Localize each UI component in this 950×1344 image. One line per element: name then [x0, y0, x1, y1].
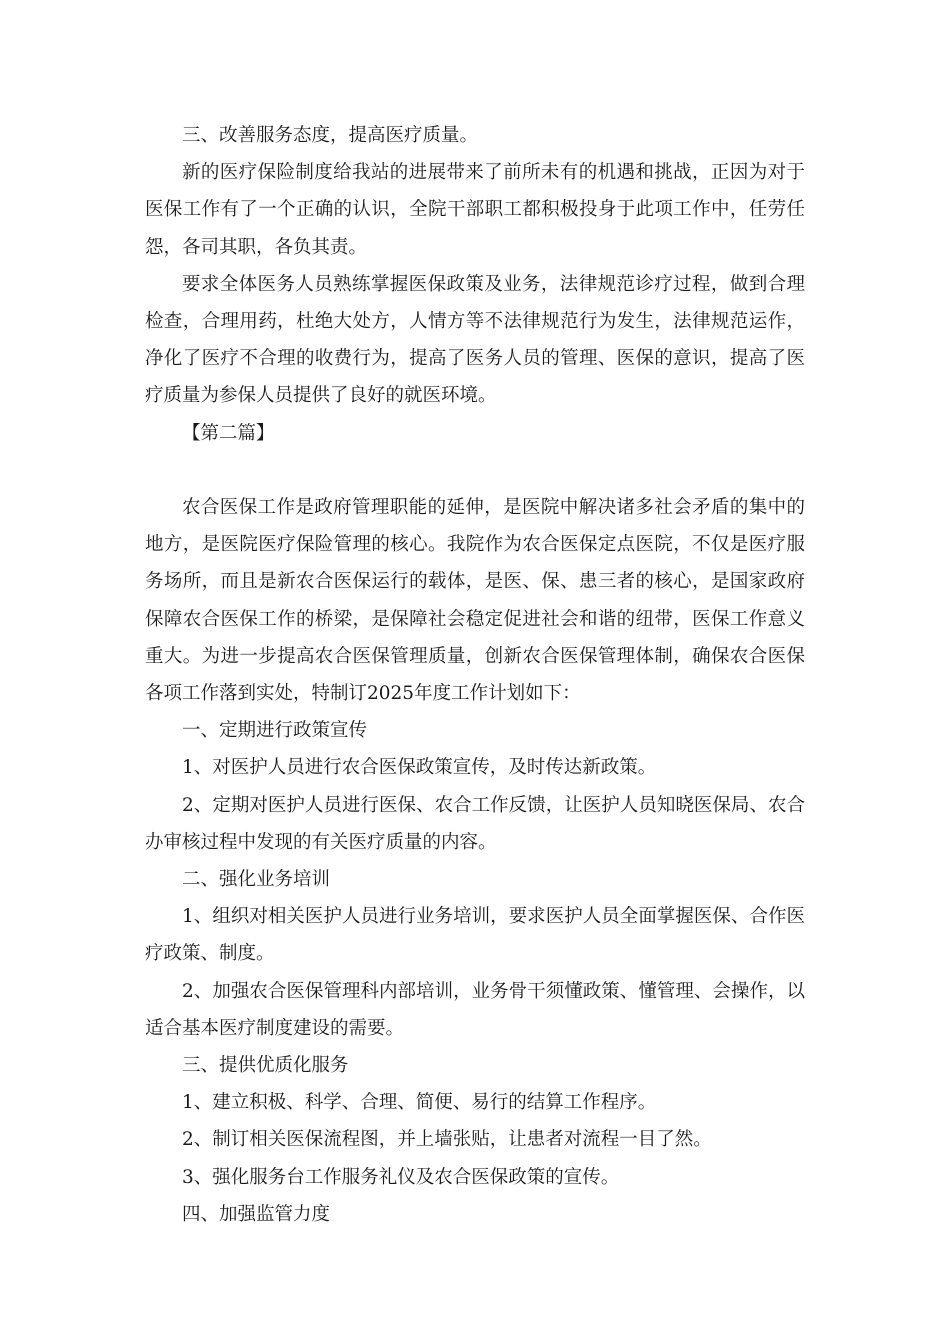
paragraph-section-3-heading: 三、改善服务态度，提高医疗质量。: [182, 125, 479, 146]
paragraph-training-item-1: 1、组织对相关医护人员进行业务培训，要求医护人员全面掌握医保、合作医疗政策、制度。: [145, 906, 805, 965]
paragraph-service-item-1: 1、建立积极、科学、合理、简便、易行的结算工作程序。: [182, 1092, 657, 1114]
paragraph-heading-training: 二、强化业务培训: [182, 869, 331, 891]
paragraph-policy-item-1: 1、对医护人员进行农合医保政策宣传，及时传达新政策。: [182, 757, 657, 779]
paragraph-training-item-2: 2、加强农合医保管理科内部培训，业务骨干须懂政策、懂管理、会操作，以适合基本医疗制度建设的需要。: [145, 980, 805, 1039]
paragraph-heading-service: 三、提供优质化服务: [182, 1055, 349, 1077]
paragraph-intro-plan: 农合医保工作是政府管理职能的延伸，是医院中解决诸多社会矛盾的集中的地方，是医院医疗保险管理的核心。我院作为农合医保定点医院，不仅是医疗服务场所，而且是新农合医保运行的载体，是医、保、患三者的核心，是国家政府保障农合医保工作的桥梁，是保障社会稳定促进社会和谐的纽带，医保工作意义重大。为进一步提高农合医保管理质量，创新农合医保管理体制，确保农合医保各项工作落到实处，特制订2025年度工作计划如下：: [145, 497, 805, 705]
paragraph-service-item-3: 3、强化服务台工作服务礼仪及农合医保政策的宣传。: [182, 1166, 620, 1188]
paragraph-insurance-opportunity: 新的医疗保险制度给我站的进展带来了前所未有的机遇和挑战，正因为对于医保工作有了一个正确的认识，全院干部职工都积极投身于此项工作中，任劳任怨，各司其职，各负其责。: [145, 162, 805, 258]
paragraph-service-item-2: 2、制订相关医保流程图，并上墙张贴，让患者对流程一目了然。: [182, 1129, 712, 1151]
document-body: [145, 117, 805, 1233]
paragraph-heading-policy: 一、定期进行政策宣传: [182, 720, 368, 742]
paragraph-heading-supervision: 四、加强监管力度: [182, 1203, 331, 1225]
paragraph-policy-item-2: 2、定期对医护人员进行医保、农合工作反馈，让医护人员知晓医保局、农合办审核过程中发现的有关医疗质量的内容。: [145, 794, 805, 853]
paragraph-part-two-heading: 【第二篇】: [182, 422, 275, 444]
paragraph-staff-requirements: 要求全体医务人员熟练掌握医保政策及业务，法律规范诊疗过程，做到合理检查，合理用药，杜绝大处方，人情方等不法律规范行为发生，法律规范运作，净化了医疗不合理的收费行为，提高了医务人员的管理、医保的意识，提高了医疗质量为参保人员提供了良好的就医环境。: [145, 273, 805, 407]
blank-line: [145, 452, 805, 489]
